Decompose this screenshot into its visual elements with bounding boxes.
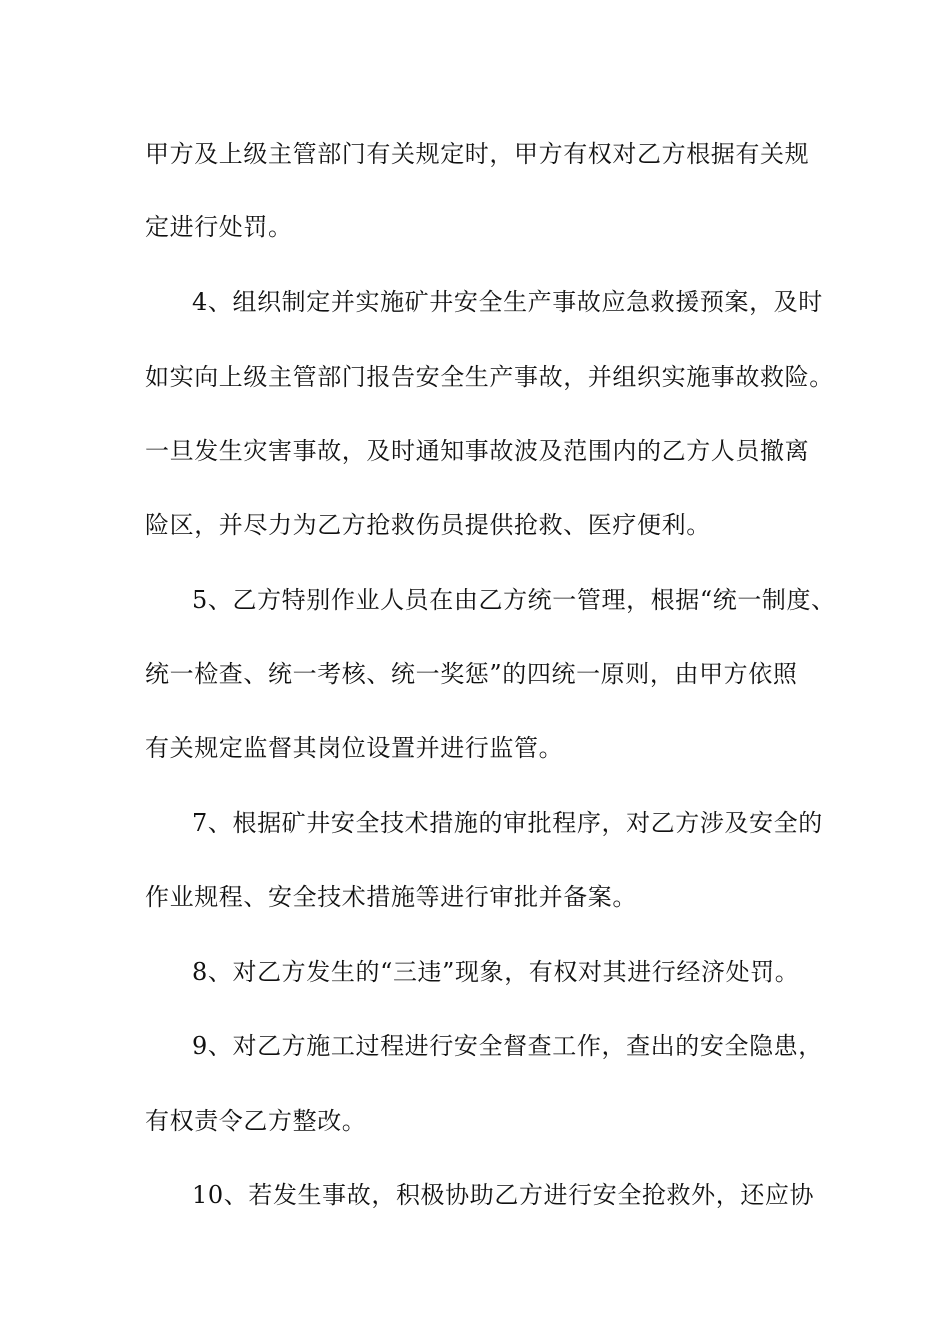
paragraph-4-line-3: 一旦发生灾害事故，及时通知事故波及范围内的乙方人员撤离 — [145, 437, 810, 465]
paragraph-5-line-1: 5、乙方特别作业人员在由乙方统一管理，根据“统一制度、 — [192, 586, 836, 614]
text-line-1: 甲方及上级主管部门有关规定时，甲方有权对乙方根据有关规 — [145, 140, 810, 168]
paragraph-7-line-1: 7、根据矿井安全技术措施的审批程序，对乙方涉及安全的 — [192, 809, 823, 837]
paragraph-4-line-2: 如实向上级主管部门报告安全生产事故，并组织实施事故救险。 — [145, 363, 834, 391]
paragraph-8-line-1: 8、对乙方发生的“三违”现象，有权对其进行经济处罚。 — [192, 958, 800, 986]
paragraph-7-line-2: 作业规程、安全技术措施等进行审批并备案。 — [145, 883, 637, 911]
paragraph-5-line-3: 有关规定监督其岗位设置并进行监管。 — [145, 734, 564, 762]
paragraph-5-line-2: 统一检查、统一考核、统一奖惩”的四统一原则，由甲方依照 — [145, 660, 798, 688]
paragraph-10-line-1: 10、若发生事故，积极协助乙方进行安全抢救外，还应协 — [192, 1181, 815, 1209]
paragraph-4-line-1: 4、组织制定并实施矿井安全生产事故应急救援预案，及时 — [192, 288, 823, 316]
paragraph-4-line-4: 险区，并尽力为乙方抢救伤员提供抢救、医疗便利。 — [145, 511, 711, 539]
paragraph-9-line-2: 有权责令乙方整改。 — [145, 1107, 367, 1135]
text-line-2: 定进行处罚。 — [145, 213, 293, 241]
paragraph-9-line-1: 9、对乙方施工过程进行安全督查工作，查出的安全隐患， — [192, 1032, 823, 1060]
